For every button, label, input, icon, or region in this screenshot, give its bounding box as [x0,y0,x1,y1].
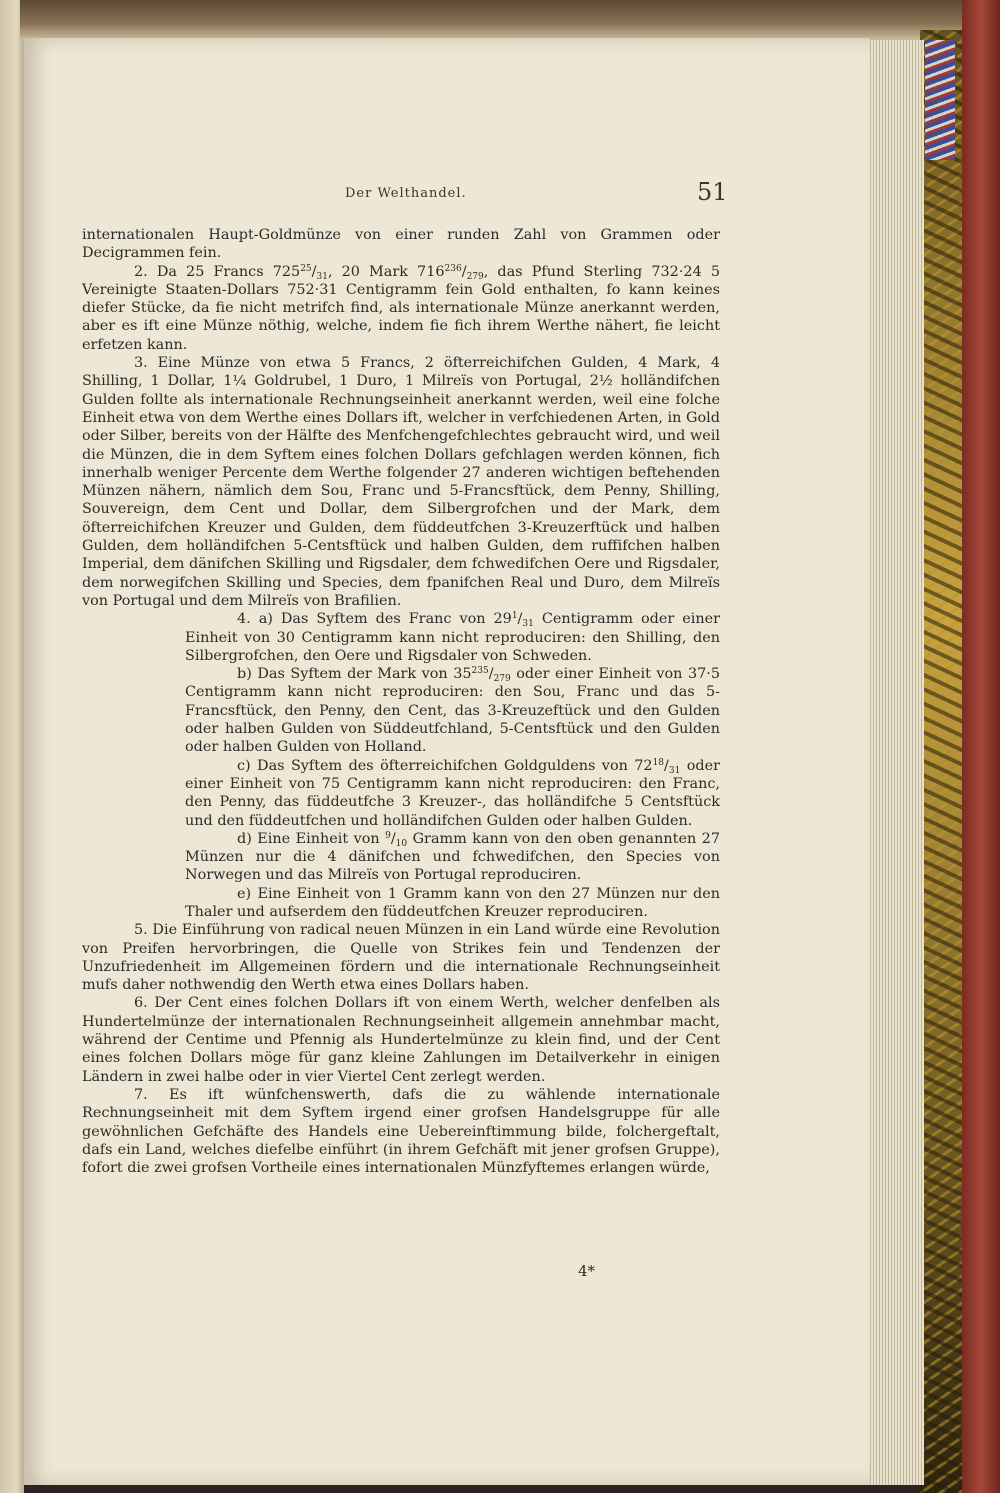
paragraph-6: 6. Der Cent eines folchen Dollars ift von einem Werth, welcher denfelben als Hundertelmünze der internationalen Rechnungseinheit allgemein annehmbar macht, während der Centime und Pfennig als Hundertelmünze zu klein find, und der Cent eines folchen Dollars möge für ganz kleine Zahlungen im Detailverkehr in einigen Ländern in zwei halbe oder in vier Viertel Cent zerlegt werden. [82,995,720,1085]
signature-mark: 4* [578,1262,596,1280]
body-text [82,226,720,1177]
paragraph-4d: d) Eine Einheit von $^9/_{10}$ Gramm kann von den oben genannten 27 Münzen nur die 4 dänifchen und fchwedifchen, den Species von Norwegen und das Milreïs von Portugal reproduciren. [185,830,720,884]
paragraph-4a: 4. a) Das Syftem des Franc von $29^1/_{31}$ Centigramm oder einer Einheit von 30 Centigramm kann nicht reproduciren: den Shilling, den Silbergrofchen, den Oere und Rigsdaler von Schweden. [185,611,720,664]
paragraph-4e: e) Eine Einheit von 1 Gramm kann von den 27 Münzen nur den Thaler und aufserdem den füddeutfchen Kreuzer reproduciren. [185,885,720,920]
paragraph-4c: c) Das Syftem des öfterreichifchen Goldguldens von $72^{18}/_{31}$ oder einer Einheit von 75 Centigramm kann nicht reproduciren: den Franc, den Penny, das füddeutfche 3 Kreuzer-, das holländifche 5 Centsftück und den füddeutfchen und holländifchen Gulden oder halben Gulden. [185,757,720,829]
marbled-cover-detail [925,40,955,160]
page-stack-edge [862,40,924,1485]
left-page-edge [0,0,24,1493]
paragraph-5: 5. Die Einführung von radical neuen Münzen in ein Land würde eine Revolution von Preifen hervorbringen, die Quelle von Strikes fein und Tendenzen der Unzufriedenheit im Allgemeinen fördern und die internationale Rechnungseinheit mufs daher nothwendig den Werth etwa eines Dollars haben. [82,922,720,994]
paragraph-3: 3. Eine Münze von etwa 5 Francs, 2 öfterreichifchen Gulden, 4 Mark, 4 Shilling, 1 Dollar, 1¼ Goldrubel, 1 Duro, 1 Milreïs von Portugal, 2½ holländifchen Gulden follte als internationale Rechnungseinheit anerkannt werden, weil eine folche Einheit etwa von dem Werthe eines Dollars ift, welcher in verfchiedenen Arten, in Gold oder Silber, bereits von der Hälfte des Menfchengefchlechtes gebraucht wird, und weil die Münzen, die in dem Syftem eines folchen Dollars gefchlagen werden können, fich innerhalb weniger Percente dem Werthe folgender 27 anderen wichtigen beftehenden Münzen nähern, nämlich dem Sou, Franc und 5-Francsftück, dem Penny, Shilling, Souvereign, dem Cent und Dollar, dem Silbergrofchen und der Mark, dem öfterreichifchen Kreuzer und Gulden, dem füddeutfchen 3-Kreuzerftück und halben Gulden, dem holländifchen 5-Centsftück und halben Gulden, dem ruffifchen halben Imperial, dem dänifchen Skilling und Rigsdaler, dem fchwedifchen Oere und Rigsdaler, dem norwegifchen Skilling und Species, dem fpanifchen Real und Duro, dem Milreïs von Portugal und dem Milreïs von Brafilien. [82,355,720,609]
paragraph-7: 7. Es ift wünfchenswerth, dafs die zu wählende internationale Rechnungseinheit mit dem Syftem irgend einer grofsen Handelsgruppe für alle gewöhnlichen Gefchäfte des Handels eine Uebereinftimmung bilde, folchergeftalt, dafs ein Land, welches diefelbe einführt (in ihrem Gefchäft mit jener grofsen Gruppe), fofort die zwei grofsen Vortheile eines internationalen Münzfyftemes erlangen würde, [82,1086,720,1177]
paragraph-4b: b) Das Syftem der Mark von $35^{235}/_{279}$ oder einer Einheit von 37·5 Centigramm kann nicht reproduciren: den Sou, Franc und das 5-Francsftück, den Penny, den Cent, das 3-Kreuzeftück und den Gulden oder halben Gulden von Süddeutfchland, 5-Centsftück und den Gulden oder halben Gulden von Holland. [185,666,720,756]
book-spine-edge [962,0,1000,1493]
paragraph-continuation: internationalen Haupt-Goldmünze von einer runden Zahl von Grammen oder Decigrammen fein. [82,227,720,262]
paragraph-2: 2. Da 25 Francs $725^{25}/_{31}$, 20 Mark $716^{236}/_{279}$, das Pfund Sterling 732·24 5 Vereinigte Staaten-Dollars 752·31 Centigramm fein Gold enthalten, fo kann keines diefer Stücke, da fie nicht metrifch find, als internationale Münze anerkannt werden, aber es ift eine Münze nöthig, welche, indem fie fich ihrem Werthe nähert, fie leicht erfetzen kann. [82,263,720,353]
top-page-edge [20,0,980,40]
running-title: Der Welthandel. [345,186,467,201]
page-number: 51 [697,178,728,206]
